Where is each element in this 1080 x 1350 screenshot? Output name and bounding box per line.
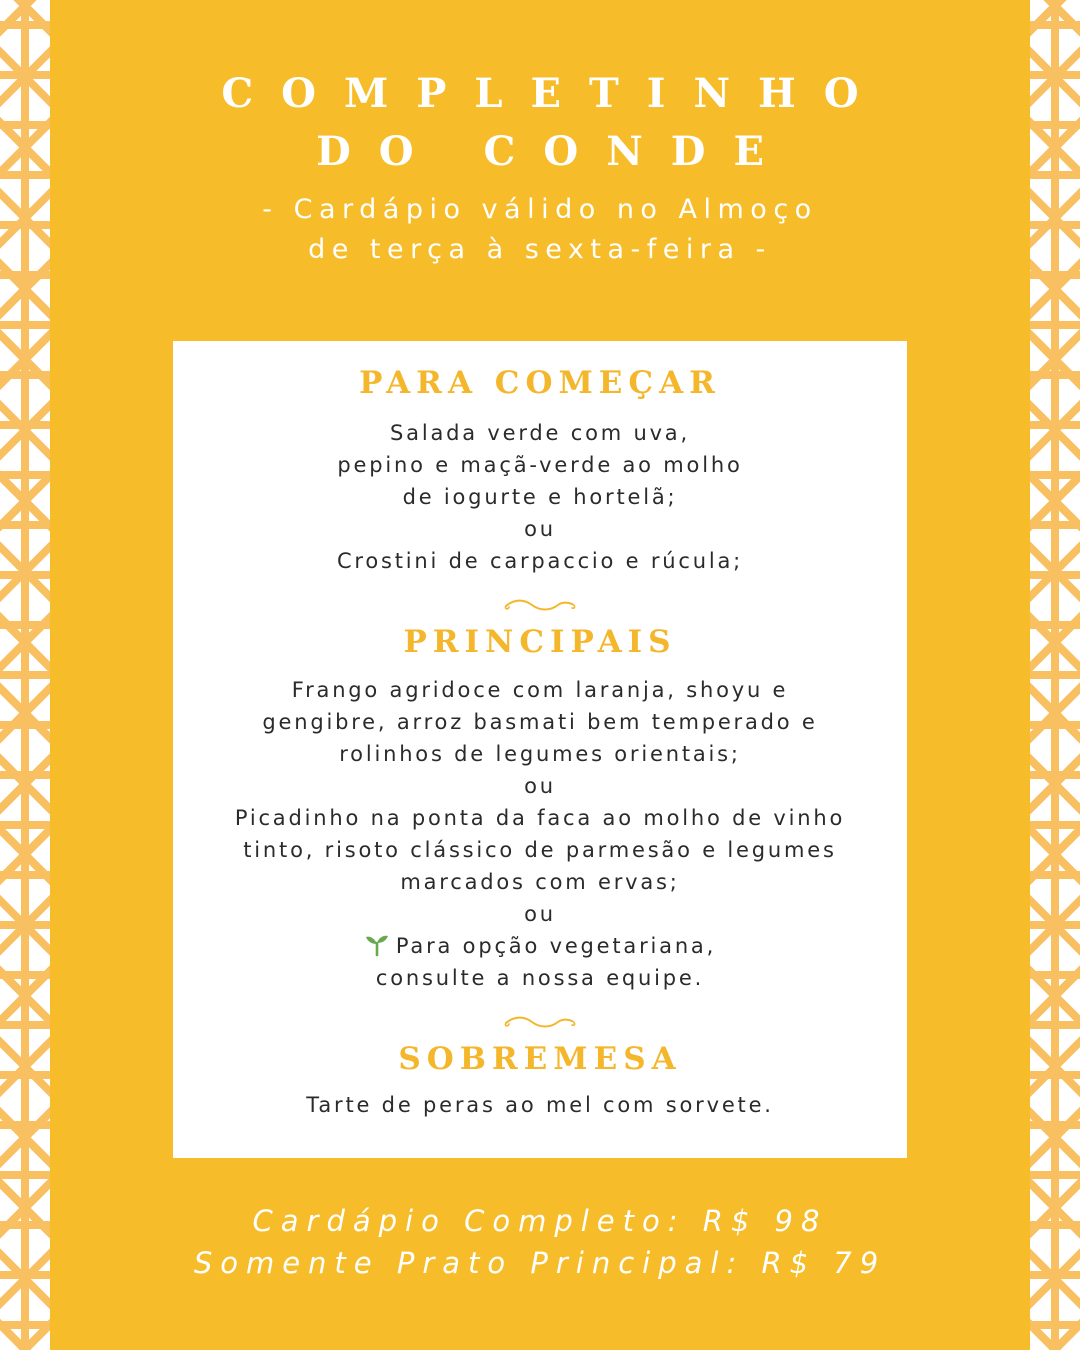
- left-pattern-border: [0, 0, 50, 1350]
- mains-line: gengibre, arroz basmati bem temperado e: [262, 710, 818, 734]
- dessert-line: Tarte de peras ao mel com sorvete.: [306, 1093, 774, 1117]
- starters-line: Crostini de carpaccio e rúcula;: [336, 549, 744, 573]
- title-line-1: COMPLETINHO: [221, 70, 887, 117]
- title-line-2: DO CONDE: [316, 128, 792, 175]
- starters-title: PARA COMEÇAR: [359, 365, 721, 401]
- mains-line: Picadinho na ponta da faca ao molho de vinho: [234, 806, 846, 830]
- starters-line: de iogurte e hortelã;: [402, 485, 678, 509]
- mains-line: consulte a nossa equipe.: [375, 966, 705, 990]
- menu-poster: [50, 0, 1030, 1350]
- dessert-title: SOBREMESA: [398, 1041, 682, 1077]
- mains-line: tinto, risoto clássico de parmesão e legumes: [243, 838, 837, 862]
- mains-line: marcados com ervas;: [400, 870, 680, 894]
- sprout-icon: [364, 931, 390, 957]
- mains-line: Frango agridoce com laranja, shoyu e: [291, 678, 789, 702]
- mains-title: PRINCIPAIS: [403, 624, 677, 660]
- mains-veg-line: [173, 930, 907, 962]
- starters-line: pepino e maçã-verde ao molho: [337, 453, 743, 477]
- mains-line: ou: [524, 902, 556, 926]
- ornamental-swirl-icon: [500, 1015, 580, 1031]
- price-main-only: Somente Prato Principal: R$ 79: [193, 1246, 887, 1280]
- starters-line: ou: [524, 517, 556, 541]
- subtitle-line-1: - Cardápio válido no Almoço: [262, 194, 818, 225]
- mains-line: ou: [524, 774, 556, 798]
- mains-line: rolinhos de legumes orientais;: [339, 742, 741, 766]
- ornamental-swirl-icon: [500, 598, 580, 614]
- right-pattern-border: [1030, 0, 1080, 1350]
- menu-card: [173, 341, 907, 1158]
- price-full-menu: Cardápio Completo: R$ 98: [252, 1204, 828, 1238]
- veg-option-text: Para opção vegetariana,: [395, 934, 717, 958]
- subtitle-line-2: de terça à sexta-feira -: [308, 234, 772, 265]
- starters-line: Salada verde com uva,: [390, 421, 690, 445]
